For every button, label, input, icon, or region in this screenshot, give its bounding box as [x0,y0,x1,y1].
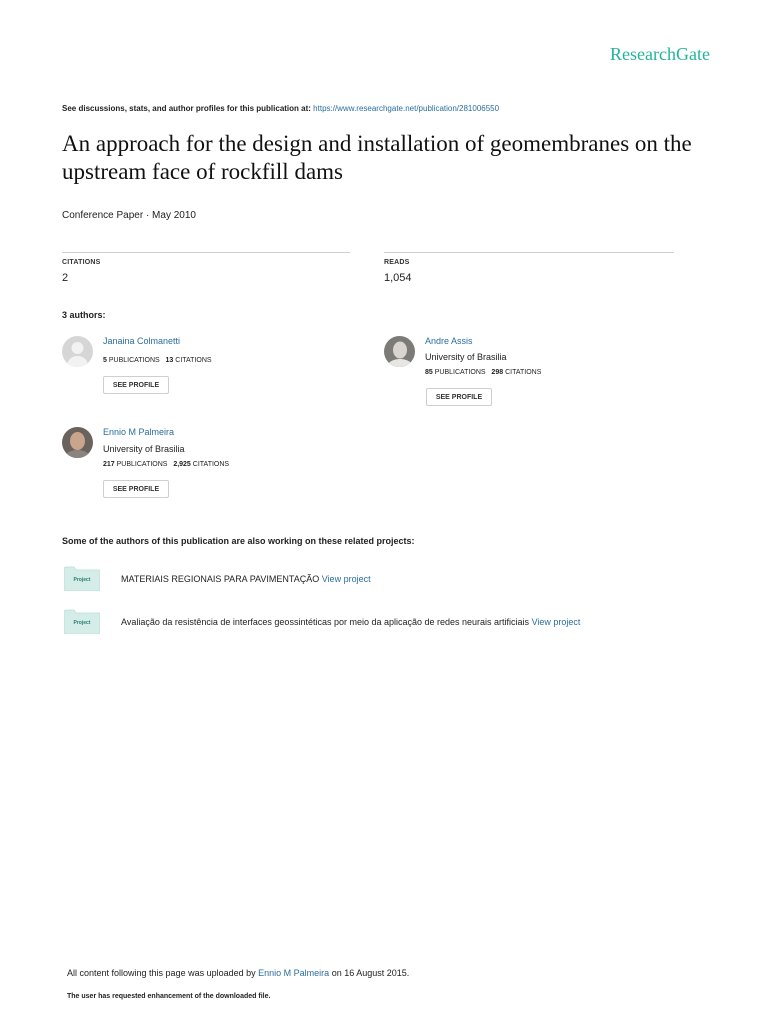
avatar-photo[interactable] [384,336,415,367]
citations-word: CITATIONS [505,369,542,376]
author-stats [103,357,212,364]
enhancement-notice: The user has requested enhancement of the downloaded file. [67,993,271,1000]
view-project-link[interactable]: View project [531,617,581,627]
publications-count: 85 [425,369,433,376]
related-projects-label: Some of the authors of this publication are also working on these related projects: [62,536,415,546]
project-icon-label: Project [73,620,91,626]
citations-value: 2 [62,272,69,284]
see-discussions-line [62,104,499,113]
paper-meta: Conference Paper · May 2010 [62,210,196,221]
author-affiliation: University of Brasilia [425,352,507,362]
project-folder-icon[interactable] [64,565,100,591]
related-project-item [121,574,371,584]
citations-count: 298 [491,369,504,376]
avatar-photo[interactable] [62,427,93,458]
project-icon-label: Project [73,577,91,583]
publications-label: PUBLICATIONS [434,369,486,376]
person-silhouette-icon [62,336,93,367]
see-profile-button[interactable]: SEE PROFILE [103,376,169,394]
paper-title: An approach for the design and installation of geomembranes on the upstream face of rockfill dams [62,131,692,184]
citations-count: 13 [165,357,174,364]
project-folder-icon[interactable] [64,608,100,634]
see-profile-button[interactable]: SEE PROFILE [103,480,169,498]
publications-count: 217 [103,461,115,468]
authors-label: 3 authors: [62,310,106,320]
author-name-link[interactable]: Janaina Colmanetti [103,336,181,346]
upload-prefix: All content following this page was uploaded by [67,968,256,978]
author-stats [425,369,541,376]
see-discussions-text: See discussions, stats, and author profiles for this publication at: [62,104,311,113]
project-title: Avaliação da resistência de interfaces geossintéticas por meio da aplicação de redes neurais artificiais [121,617,530,627]
view-project-link[interactable]: View project [321,574,371,584]
publications-count: 5 [103,357,107,364]
citations-divider [62,252,350,253]
author-stats [103,461,229,468]
related-project-item [121,617,580,627]
avatar-placeholder[interactable] [62,336,93,367]
author-name-link[interactable]: Andre Assis [425,336,473,346]
publications-label: PUBLICATIONS [116,461,168,468]
author-name-link[interactable]: Ennio M Palmeira [103,427,175,437]
citations-word: CITATIONS [192,461,230,468]
citations-label: CITATIONS [62,259,101,266]
reads-value: 1,054 [384,272,412,284]
researchgate-logo[interactable]: ResearchGate [610,44,710,64]
upload-suffix: on 16 August 2015. [331,968,410,978]
author-photo-icon [384,336,415,367]
publications-label: PUBLICATIONS [108,357,160,364]
citations-word: CITATIONS [175,357,212,364]
reads-label: READS [384,259,410,266]
author-affiliation: University of Brasilia [103,444,185,454]
uploader-link[interactable]: Ennio M Palmeira [258,968,330,978]
upload-notice [67,968,409,978]
project-title: MATERIAIS REGIONAIS PARA PAVIMENTAÇÃO [121,574,320,584]
reads-divider [384,252,674,253]
citations-count: 2,925 [173,461,191,468]
see-profile-button[interactable]: SEE PROFILE [426,388,492,406]
author-photo-icon [62,427,93,458]
publication-url-link[interactable]: https://www.researchgate.net/publication/281006550 [313,104,500,113]
